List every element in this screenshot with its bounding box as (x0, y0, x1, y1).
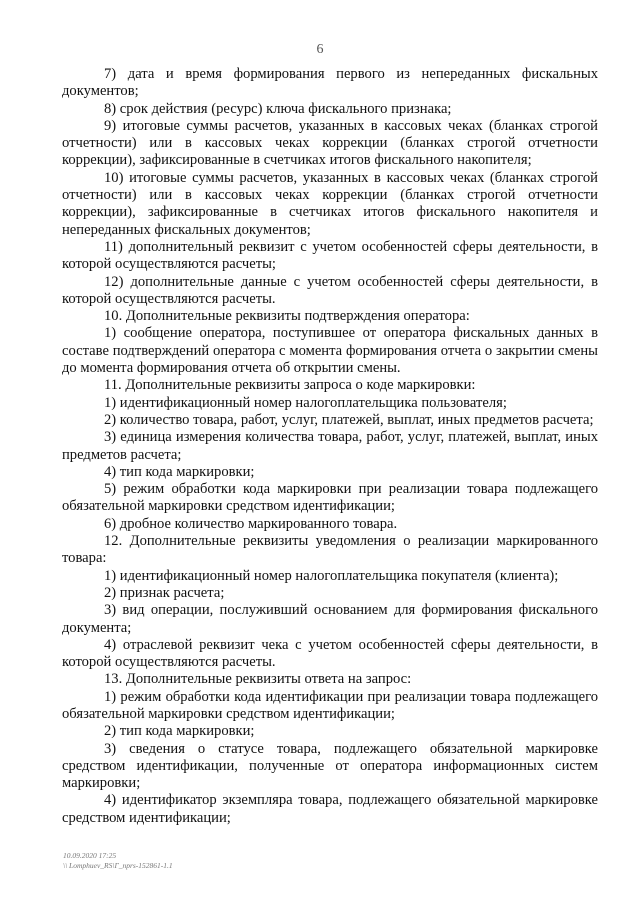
paragraph: 4) идентификатор экземпляра товара, подлежащего обязательной маркировке средством идентификации; (62, 792, 598, 826)
document-body (62, 66, 598, 827)
paragraph: 7) дата и время формирования первого из непереданных фискальных документов; (62, 66, 598, 100)
paragraph: 3) вид операции, послуживший основанием для формирования фискального документа; (62, 602, 598, 636)
paragraph: 6) дробное количество маркированного товара. (104, 515, 398, 532)
paragraph: 10) итоговые суммы расчетов, указанных в кассовых чеках (бланках строгой отчетности) или в кассовых чеках коррекции (бланках строгой отчетности коррекции), зафиксированные в счетчиках итогов фискального накопителя и непереданных фискальных документов; (62, 169, 598, 238)
paragraph: 1) режим обработки кода идентификации при реализации товара подлежащего обязательной маркировки средством идентификации; (62, 688, 598, 722)
paragraph: 4) отраслевой реквизит чека с учетом особенностей сферы деятельности, в которой осуществляются расчеты. (62, 636, 598, 671)
paragraph: 3) сведения о статусе товара, подлежащего обязательной маркировке средством идентификации, полученные от оператора информационных систем маркировки; (62, 740, 598, 792)
paragraph: 12. Дополнительные реквизиты уведомления о реализации маркированного товара: (62, 533, 598, 567)
document-footer-stamp (63, 851, 173, 871)
paragraph: 1) идентификационный номер налогоплательщика покупателя (клиента); (104, 567, 559, 584)
paragraph: 11) дополнительный реквизит с учетом особенностей сферы деятельности, в которой осуществляются расчеты; (62, 238, 598, 273)
paragraph: 9) итоговые суммы расчетов, указанных в кассовых чеках (бланках строгой отчетности) или в кассовых чеках коррекции (бланках строгой отчетности коррекции), зафиксированные в счетчиках итогов фискального накопителя; (62, 117, 598, 169)
paragraph: 11. Дополнительные реквизиты запроса о коде маркировки: (104, 377, 476, 394)
footer-doc-ref: \\ Lomphuev_RS\Г_nprs-152861-1.1 (63, 861, 173, 870)
paragraph: 3) единица измерения количества товара, работ, услуг, платежей, выплат, иных предметов расчета; (62, 429, 598, 463)
paragraph: 5) режим обработки кода маркировки при реализации товара подлежащего обязательной маркировки средством идентификации; (62, 481, 598, 515)
paragraph: 12) дополнительные данные с учетом особенностей сферы деятельности, в которой осуществляются расчеты. (62, 273, 598, 307)
paragraph: 2) количество товара, работ, услуг, платежей, выплат, иных предметов расчета; (104, 411, 594, 428)
paragraph: 8) срок действия (ресурс) ключа фискального признака; (104, 100, 452, 117)
paragraph: 13. Дополнительные реквизиты ответа на запрос: (104, 671, 412, 688)
paragraph: 10. Дополнительные реквизиты подтверждения оператора: (104, 308, 470, 325)
paragraph: 1) идентификационный номер налогоплательщика пользователя; (104, 394, 507, 411)
page-number: 6 (316, 42, 324, 57)
footer-timestamp: 10.09.2020 17:25 (63, 851, 117, 860)
paragraph: 2) тип кода маркировки; (104, 723, 255, 740)
paragraph: 4) тип кода маркировки; (104, 463, 255, 480)
paragraph: 1) сообщение оператора, поступившее от оператора фискальных данных в составе подтверждений оператора с момента формирования отчета о закрытии смены до момента формирования отчета об открытии смены. (62, 325, 598, 377)
paragraph: 2) признак расчета; (104, 584, 225, 601)
